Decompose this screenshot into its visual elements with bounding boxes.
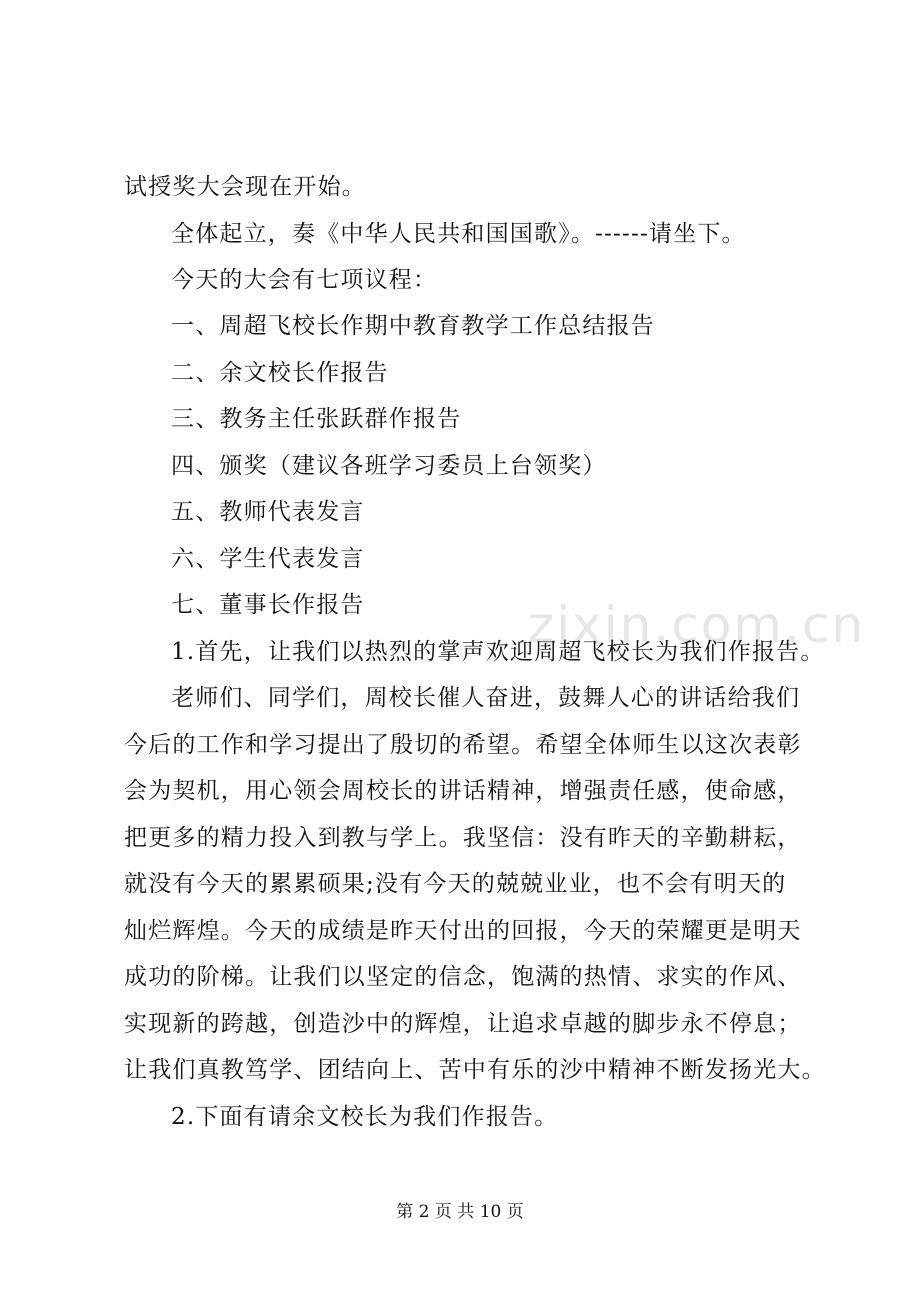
text-line-13: 今后的工作和学习提出了殷切的希望。希望全体师生以这次表彰 bbox=[124, 732, 802, 758]
text-line-14: 会为契机，用心领会周校长的讲话精神，增强责任感，使命感， bbox=[124, 778, 802, 804]
agenda-item-5: 五、教师代表发言 bbox=[171, 499, 365, 525]
text-line-2: 全体起立，奏《中华人民共和国国歌》。------请坐下。 bbox=[171, 221, 746, 247]
page-footer: 第 2 页 共 10 页 bbox=[396, 1202, 524, 1222]
text-line-17: 灿烂辉煌。今天的成绩是昨天付出的回报，今天的荣耀更是明天 bbox=[124, 918, 802, 944]
text-line-20: 让我们真教笃学、团结向上、苦中有乐的沙中精神不断发扬光大。 bbox=[124, 1057, 826, 1083]
agenda-item-3: 三、教务主任张跃群作报告 bbox=[171, 406, 462, 432]
text-line-3: 今天的大会有七项议程： bbox=[171, 267, 438, 293]
agenda-item-7: 七、董事长作报告 bbox=[171, 592, 365, 618]
text-line-16: 就没有今天的累累硕果;没有今天的兢兢业业，也不会有明天的 bbox=[124, 871, 787, 897]
agenda-item-4: 四、颁奖（建议各班学习委员上台领奖） bbox=[171, 453, 607, 479]
text-line-18: 成功的阶梯。让我们以坚定的信念，饱满的热情、求实的作风、 bbox=[124, 964, 802, 990]
text-line-15: 把更多的精力投入到教与学上。我坚信：没有昨天的辛勤耕耘， bbox=[124, 825, 802, 851]
watermark: zixin.com.cn bbox=[528, 596, 866, 654]
text-line-12: 老师们、同学们，周校长催人奋进，鼓舞人心的讲话给我们 bbox=[171, 685, 801, 711]
text-line-21: 2.下面有请余文校长为我们作报告。 bbox=[171, 1104, 559, 1130]
agenda-item-2: 二、余文校长作报告 bbox=[171, 360, 389, 386]
text-line-1: 试授奖大会现在开始。 bbox=[124, 174, 366, 200]
agenda-item-1: 一、周超飞校长作期中教育教学工作总结报告 bbox=[171, 313, 655, 339]
agenda-item-6: 六、学生代表发言 bbox=[171, 546, 365, 572]
text-line-19: 实现新的跨越，创造沙中的辉煌，让追求卓越的脚步永不停息； bbox=[124, 1011, 802, 1037]
text-line-11: 1.首先，让我们以热烈的掌声欢迎周超飞校长为我们作报告。 bbox=[171, 639, 825, 665]
